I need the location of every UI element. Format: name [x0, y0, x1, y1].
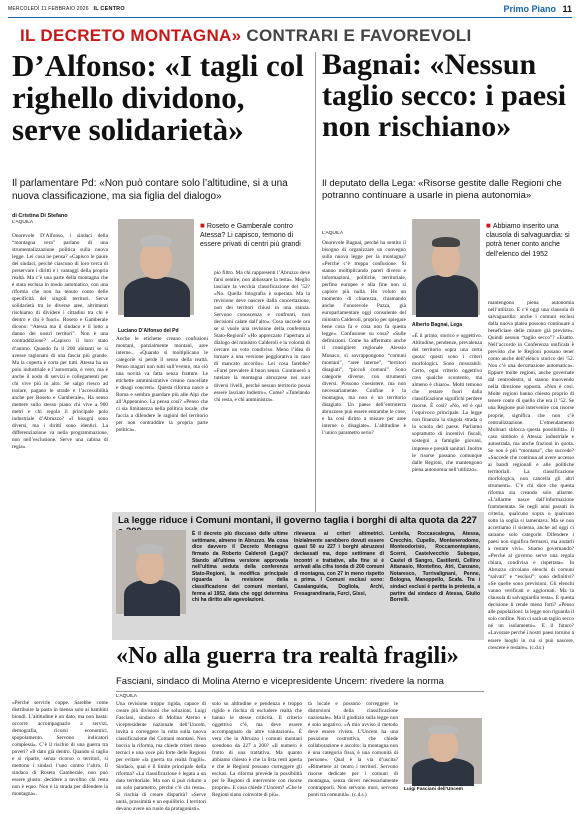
bottom-col-3: solo su altitudine e pendenza è troppo rigido e rischia di escludere realtà che hanno le stesse criticità. Il criterio oggettivo c’è, ma deve essere accompagnato da altre valutazioni». È vero che in Abruzzo i comuni montani scendono da 227 a 200? «Il numero è frutto di una trattativa. Ma quanto abbiamo chiesto è che la lista resti aperta e che le Regioni possano correggere gli esclusi. La riforma prevede la possibilità per le Regioni di intervenire con risorse proprie». E cosa chiede l’Uncem? «Che le Regioni siano coinvolte di più».: [212, 701, 302, 799]
fasciani-photo: [404, 718, 482, 784]
dalfonso-photo: [118, 219, 194, 315]
info-text-3: Lentella, Roccascalegna, Atessa, Crecchio, Cupello, Montenerodomo, Monteodorisio, Roccamontepiano, Scerni, Castelvecchio Subequo, Castel di Sangro, Castilenti, Cellino Attanasio, Montefino, Atri, Canzano, Notaresco, Turrivalignani, Penne, Bologna, Manoppello, Scafa. Tra i sindaci esclusi è partita la protesta, a partire dal sindaco di Atessa, Giulio Borrelli.: [390, 531, 480, 604]
left-byline-author: di Cristina Di Stefano: [12, 213, 68, 219]
right-col-1: Onorevole Bagnai, perché ha sentito il bisogno di organizzare un convegno sulla nuova legge per la montagna? «Perché c’è troppa confusione. Si stanno moltiplicando pareri diversi e informazioni, politiche, territoriale, perfino europee e alla fine non si capisce più nulla. Ho voluto un momento di chiarezza, chiamando anche l’onorevole Pazza, già europarlamentare oggi consulente del ministro Calderoli, proprio per spiegare bene cosa fa e cosa non fa questa legge». Confusione su cosa? «Sulle definizioni. Come ha affermato anche il consigliere regionale Alessio Monaco, si sovrappongono “comuni montani”, “aree interne”, “territori disagiati”, “piccoli comuni”. Sono categorie diverse, con strumenti diversi. Possono coesistere, ma non necessariamente. Confine è la montagna, ma non è un territorio disagiato. Un paese dell’entroterra abruzzese può essere entrambe le cose, e ha così diritto a misure per aree interne o disagiate». L’altitudine è l’unico parametro serio?: [322, 240, 406, 436]
right-pullquote: [486, 221, 574, 259]
left-deck: Il parlamentare Pd: «Non può contare solo l’altitudine, si a una nuova classificazione, ma sia figlia del dialogo»: [12, 178, 288, 202]
left-headline: D’Alfonso: «I tagli col righello dividono, serve solidarietà»: [12, 48, 304, 147]
quote-bullet-icon: ■: [200, 221, 205, 230]
right-col-3: mantengono piena autonomia nell’utilizzo. E c’è oggi una clausola di salvaguardia: anche i comuni esclusi dalla nuova platea possono continuare a beneficiare delle misure già previste». Quindi nessun “taglio secco”? «Esatto. Nell’accordo in Conferenza unificata è previsto che le Regioni possano tener conto anche dell’elenco storico del ’52. Non c’è una decurtazione automatica». Eppure molte regioni, anche governate dal centrodestra, si stanno muovendo nella direzione opposta. «Non è così. Molte regioni hanno chiesto proprio di tenere conto di quello che era il ’52. Se una Regione può intervenire con risorse proprie, significa che non c’è centralizzazione. L’emendamento Molinari sblocca questa possibilità». Il caso simbolo è Atessa: industriale e autostrada, ma anche frazioni in quota. Se non è più “montana”, che succede? «Succede che continua ad avere accesso ai bandi regionali e alle politiche territoriali. La classificazione morfologica, non cancella gli altri strumenti». C’è chi dice che questa riforma sia creando solo allarme. «L’allarme nasce dall’informazione frammentata. Se negli anni passati in criterio, qualcuno sopra o qualcuno sotto la soglia si lamentava. Ma se non accettiamo il sistema, anche ad oggi ci saranno solo categorie. Difendere i paesi non significa fermarsi, ma aiutarli a restare vivi». Stiamo governando? «Perché al governo serve una regola chiara, condivisa e rispettata». In Abruzzo circolano elenchi di comuni “salvati” e “esclusi”: sono definitivi? «Se quelle sono previsioni. Gli elenchi vanno verificati e aggiornati. Ma la clausola di salvaguardia resta». E questa decisione li rende meno forti? «Penso alle popolazioni: la legge non riguarda il solo confine. Non ci sarà un taglio secco né un isolamento». E il futuro? «Lavorare perché i nostri paesi tornino a essere luoghi in cui si può nascere, crescere e restare». (c.d.s.): [488, 300, 574, 651]
topic-banner: [20, 26, 472, 46]
right-deck: Il deputato della Lega: «Risorse gestite dalle Regioni che potranno continuare a usarle in piena autonomia»: [322, 178, 562, 201]
left-quote-text: Roseto e Gamberale contro Atessa? Li capisco, temono di essere privati di centri più grandi: [200, 223, 301, 249]
header-rule: [8, 17, 572, 18]
right-headline: Bagnai: «Nessun taglio secco: i paesi non rischiano»: [322, 48, 567, 143]
header-paper: IL CENTRO: [93, 6, 125, 12]
column-divider: [315, 52, 316, 522]
bottom-place: L’AQUILA: [116, 694, 138, 699]
page-number: 11: [562, 4, 572, 14]
bottom-deck: Fasciani, sindaco di Molina Aterno e vicepresidente Uncem: rivedere la norma: [116, 676, 444, 687]
banner-part2: CONTRARI E FAVOREVOLI: [246, 26, 472, 45]
bagnai-photo: [412, 219, 480, 315]
section-label: [503, 4, 572, 14]
banner-sep: »: [231, 26, 242, 45]
bottom-headline: «No alla guerra tra realtà fragili»: [116, 643, 459, 669]
quote-bullet-icon: ■: [486, 221, 491, 230]
info-box-title: La legge riduce i Comuni montani, il governo taglia i borghi di alta quota da 227: [118, 515, 477, 526]
left-byline: [12, 213, 68, 225]
bottom-col-4: tà locale e possono correggere le distorsioni della classificazione nazionale». Ma il giudizio sulla legge non è solo negativo. «A mio avviso il metodo deve essere rivisto. L’Uncem ha una posizione costruttiva, che chiede collaborazione e ascolto: la montagna non è una categoria fissa, è una comunità di persone». Qual è la via d’uscita? «Rimettere al centro i territori. Servono risorse dedicate per i comuni di montagna, senza dover necessariamente contrapporli. Non servono muri, servono ponti tra comunità». (c.d.s.): [308, 701, 398, 799]
right-quote-text: Abbiamo inserito una clausola di salvaguardia: si potrà tener conto anche dell’elenco del 1952: [486, 223, 570, 258]
right-col-2: «È il primo, storico e oggettivo. Altitudine, pendenze, prevalenza del territorio sopra una certa quota: questi sono i criteri morfologici. Sono misurabili. Certo, ogni criterio oggettivo crea qualche scontento, ma almeno è chiaro». Molti temono che restare fuori dalla classificazione significhi perdere risorse. È così? «No, ed è qui l’equivoco principale. La legge non finanzia la singola strada o la scuola del paese. Parliamo soprattutto di incentivi fiscali, sostegni a famiglie giovani, imprese e presidi sanitari. Inoltre le risorse passano comunque dalle Regioni, che mantengono piena autonomia nell’utilizzo».: [412, 333, 482, 473]
left-photo-caption: Luciano D’Alfonso del Pd: [118, 328, 179, 334]
info-text-2: rilevanza ai criteri altimetrici. Inizialmente sarebbero dovuti essere quasi 50 su 227 i borghi abruzzesi declassati ma, dopo settimane di incontri e trattative, alla fine si è arrivati alla cifra tonda di 200 comuni di montagna, con 27 in meno rispetto a prima. I Comuni esclusi sono: Casalanguida, Dogliola, Archi, Fresagrandinaria, Furci, Gissi,: [294, 531, 384, 597]
middle-photo: [116, 530, 186, 614]
section-name: Primo Piano: [503, 4, 556, 14]
header-date: MERCOLEDÌ 11 FEBBRAIO 2026: [8, 6, 89, 12]
left-pullquote: [200, 221, 308, 250]
left-col-1: Onorevole D’Alfonso, i sindaci della “montagna vera” parlano di una strumentalizzazione politica sulla nuova legge. Lei cosa ne pensa? «Capisco le paure dei sindaci, perché ciascuno di loro cerca di preservare i diritti e i vantaggi della propria realtà. Ma c’è una parte della montagna che è stata esclusa in modo automatico, con una riforma che non ha tenuto conto delle specificità dei singoli territori. Serve solidarietà tra le diverse aree, altrimenti rischiamo di dividere i cittadini tra chi è dentro e chi è fuori». Roseto e Gamberale dicono: “Atessa ma il sindaco e il lotto a danno dei nostri territori”. Non è una contraddizione? «Capisco il loro stato d’animo. Quando fu il 200 abitanti se si avesse ragionato di una fascia più grande. Ma la coperta è corta per tutti. Atessa ha un polo industriale e l’autostrada, è vero, ma è anche il nodo di servizi e collegamenti per chi vive più in alto. Se salgo riesco ad isolare, pagano le strade e l’accessibilità anche per Roseto e Gamberale». Ha senso mettere sullo stesso piano chi vive a 900 metri e chi regola il principale polo industriale d’Abruzzo? «I bisogni sono diversi, ma i diritti sono identici. La differenziazione va nella programmazione, non nell’esclusione. Serve una cabina di regia».: [12, 233, 108, 450]
right-photo-caption: Alberto Bagnai, Lega: [412, 322, 463, 328]
left-col-3: pio filtro. Ma chi rappresenti l’Abruzzo deve farsi sentire, non abbassare la testa». Meglio lasciare la vecchia classificazione del ’52? «No. Quella fotografia è superata. Ma la revisione deve nascere dalla concertazione, non dei territori chiusi in una stanza. Servono conoscenza e confronti, non decisioni calate dall’alto». Cosa succede ora se si vuole una revisione della conferenza Stato-Regioni? «Ho apprezzato l’apertura al dialogo del ministro Calderoli e la volontà di cercare un voto condiviso. Meno l’idea di tornare a una versione peggiorativa in caso di mancato accordo». Lei cosa farebbe? «Farei prevalere il buon senso. Continuerò a tutelare la montagna abruzzese nei suoi diversi livelli, perché nessun territorio possa essere lasciato indietro». Come? «Tutelando chi resta, e chi amministra».: [214, 270, 310, 403]
header-date-paper: [8, 6, 125, 12]
bottom-photo-caption: Luigi Fasciani dell’Uncem: [404, 787, 463, 792]
left-col-2: Anche le etichette creano confusioni montani, parzialmente montani, aree interne... «Quando si moltiplicano le categorie si perde il senso della realtà. Penso magari non tutti sull’evento, ma ciò una novità va fatta senza fratture. Le etichette amministrative creano cancellate e disagi concreti». Questa riforma nasce a Roma e sembra guardare più alle Alpi che all’Appennino. La pensa così? «Penso che ci sia limitatezza nella politica locale; che faccia a difendere le ragioni del territorio per non contraddire la propria parte politica».: [116, 336, 208, 434]
bottom-col-2: Una revisione troppo rigida, capace di creare più divisioni che soluzioni. Luigi Fasciani, sindaco di Molina Aterno e vicepresidente nazionale dell’Uncem, invita a correggere la rotta sulla nuova classificazione dei Comuni montani. Non boccia la riforma, ma chiede criteri meno tecnici e una voce più forte delle Regioni per evitare «la guerra tra realtà fragili». Sindaco, qual è il limite principale della riforma? «La classificazione è legata a un dato territoriale. Ma non si può ridurre a un solo parametro, perché c’è chi resta». Si rischia di creare disparità? «Serve unità, prossimità e un equilibrio. I territori devono avere un ruolo da protagonisti».: [116, 701, 206, 813]
bottom-col-1: «Perché servirle coppe. Sarebbe come distribuire la pasta in mensa solo ai bambini biondi. L’altitudine è un dato, ma non basta: occorre accompagnarlo a servizi, demografia, ricorsi economici, spopolamento. Servono indicatori complessi». C’è il rischio di una guerra tra poveri? «Il dato già dentro. Quando si taglia e si riparte, senza ricorso o territori, si mettono i sindaci l’uno contro l’altro. Il sindaco di Roseto Gamberale, non può essere giusto: decidere a tavolino chi resta non è equo. Non è la strada per difendere la montagna».: [12, 700, 108, 798]
left-place: L’AQUILA: [12, 220, 34, 225]
info-text-1: È il decreto più discusso delle ultime settimane, almeno in Abruzzo. Ma cosa dice davvero il Decreto Montagna firmato da Roberto Calderoli (Lega)? Stando all’ultima versione approvata nell’ultima seduta della conferenza Stato-Regioni, la modifica principale riguarda la revisione della classificazione dei comuni montani, ferma al 1952, data che oggi determina chi ha diritto alle agevolazioni.: [192, 531, 288, 604]
bottom-rule: [116, 691, 484, 692]
right-place: L’AQUILA: [322, 231, 344, 236]
banner-part1: IL DECRETO MONTAGNA: [20, 26, 232, 45]
